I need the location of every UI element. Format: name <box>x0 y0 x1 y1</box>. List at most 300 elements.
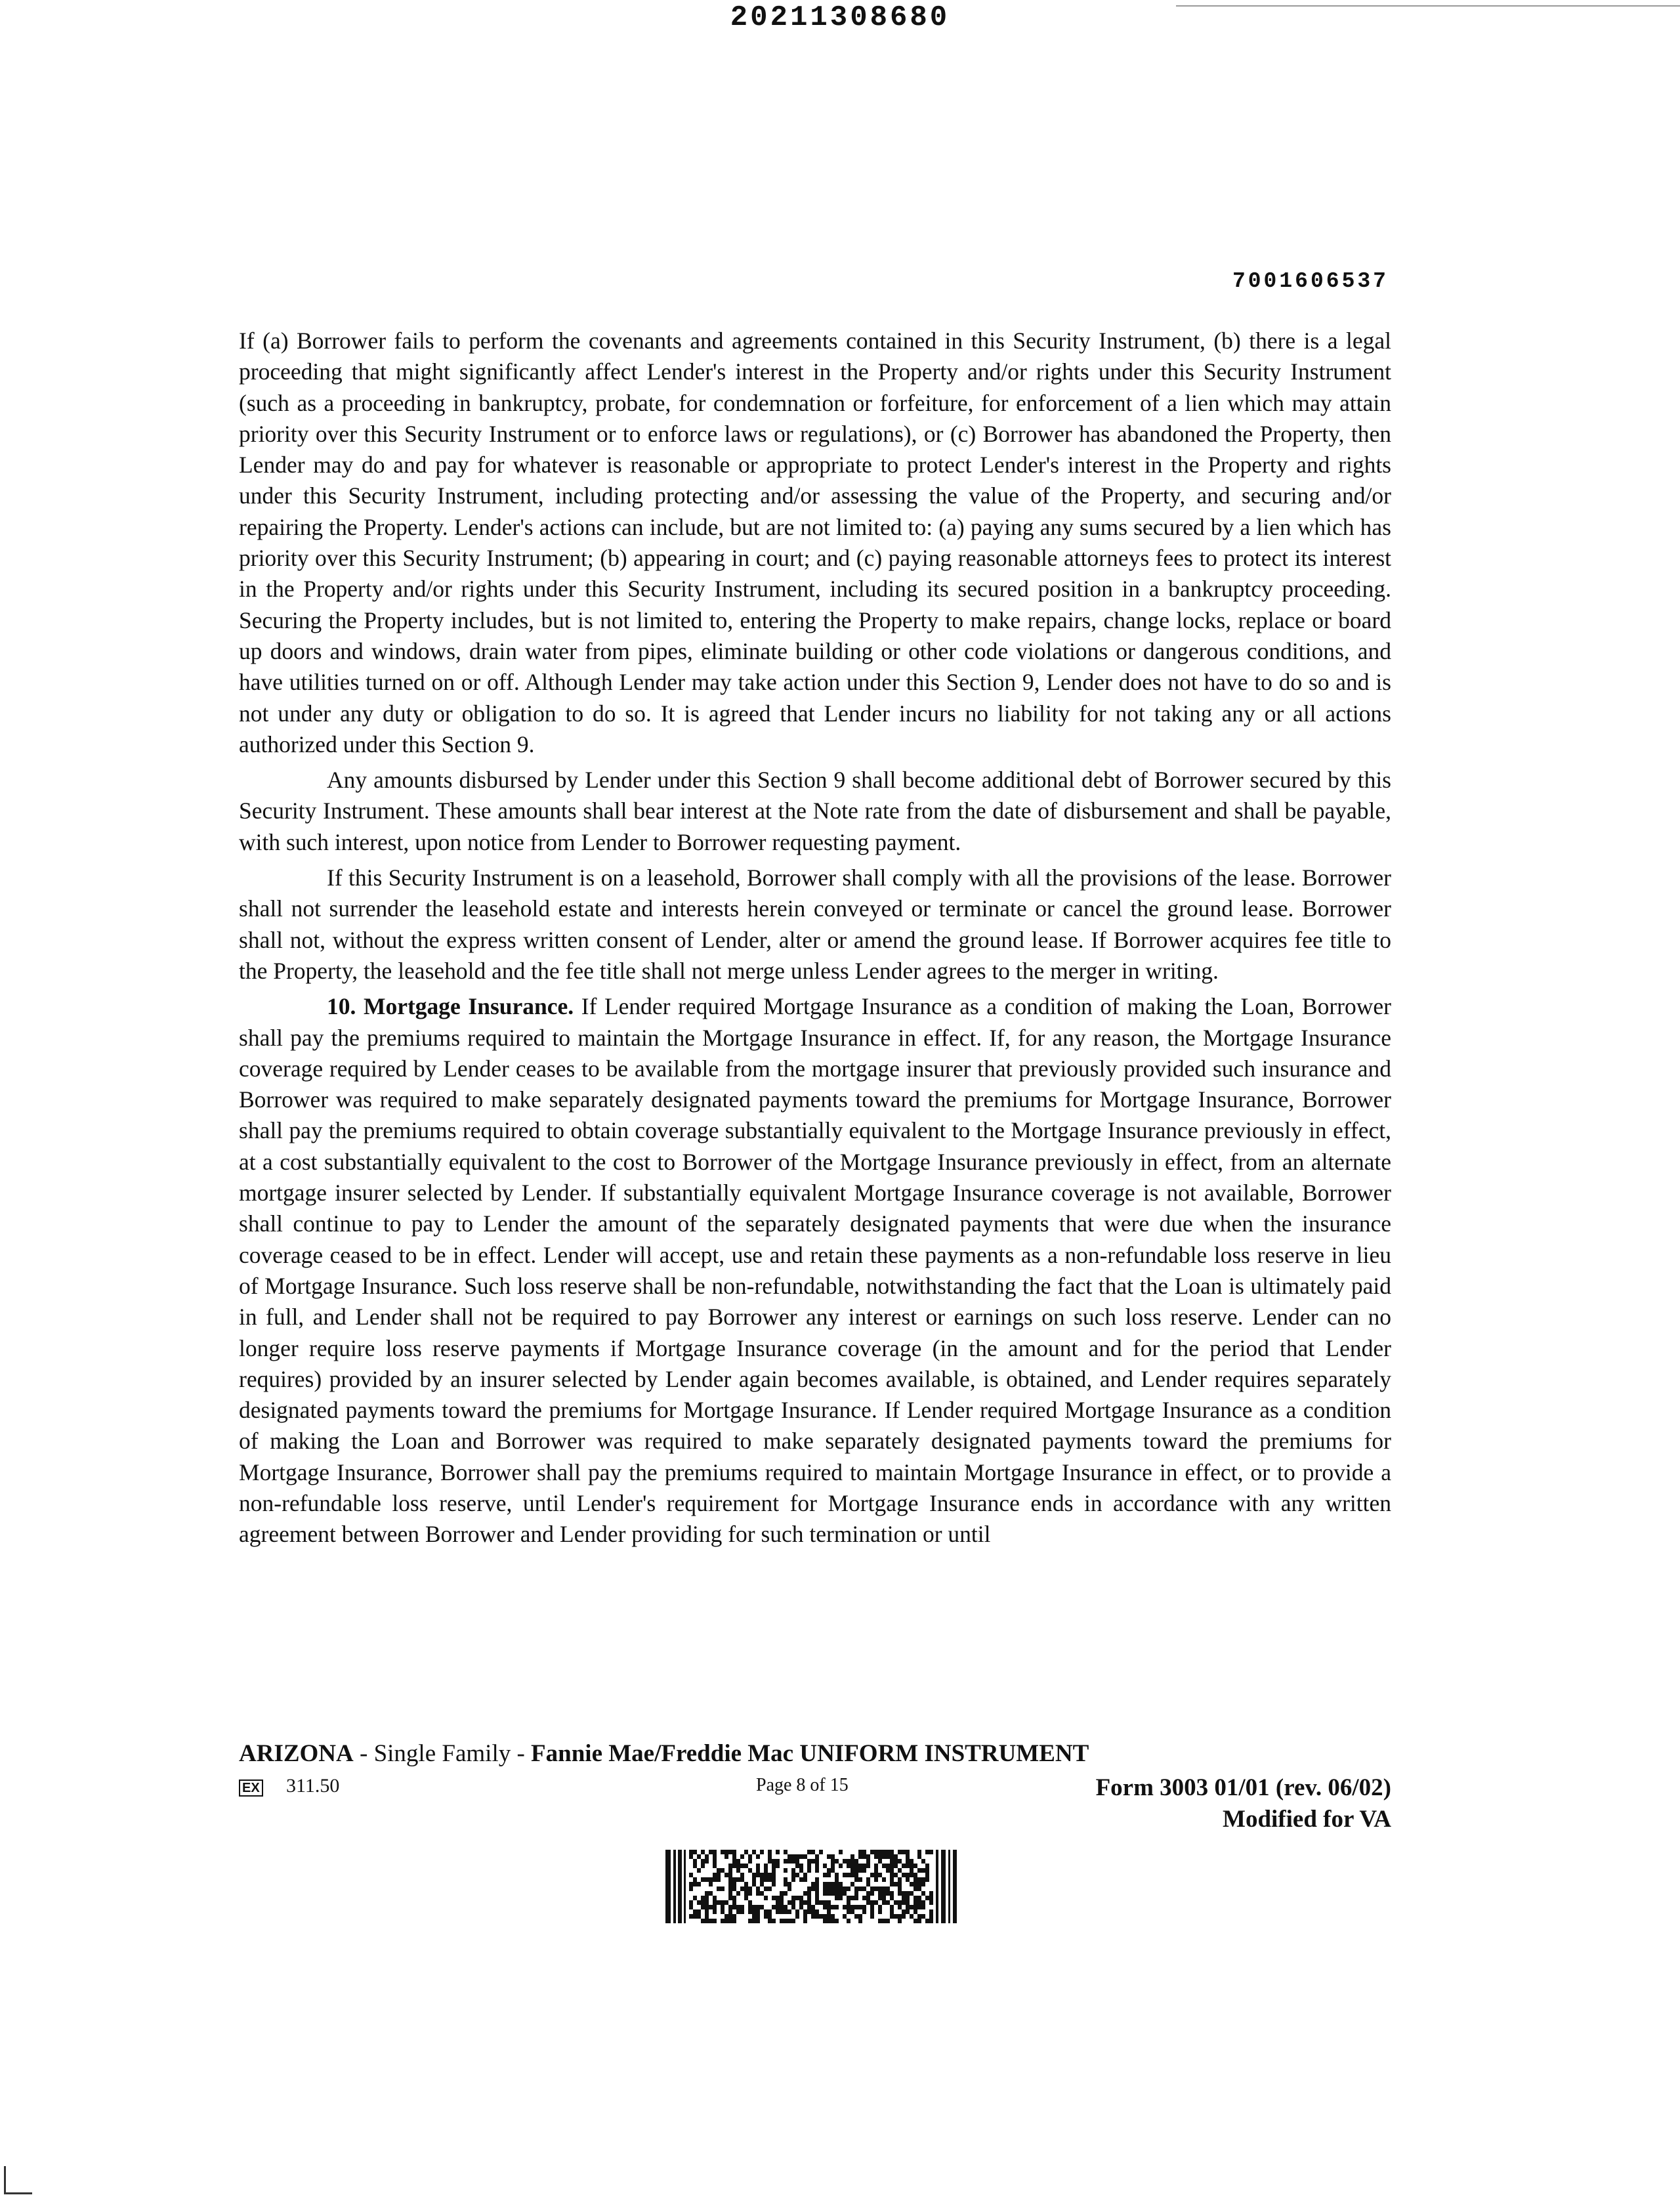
barcode-module <box>776 1909 780 1914</box>
barcode-module <box>874 1850 878 1854</box>
barcode-module <box>870 1873 874 1877</box>
barcode-module <box>815 1864 819 1868</box>
barcode-module <box>894 1900 898 1905</box>
barcode-module <box>756 1914 760 1919</box>
barcode-module <box>827 1914 831 1919</box>
barcode-module <box>780 1909 784 1914</box>
barcode-module <box>701 1919 705 1923</box>
barcode-module <box>697 1909 701 1914</box>
barcode-module <box>898 1886 902 1891</box>
barcode-module <box>772 1919 776 1923</box>
barcode-module <box>799 1864 803 1868</box>
barcode-module <box>886 1919 890 1923</box>
barcode-module <box>799 1900 803 1905</box>
barcode-module <box>815 1882 819 1886</box>
barcode-module <box>693 1914 697 1919</box>
barcode-module <box>795 1854 799 1859</box>
barcode-module <box>839 1891 843 1896</box>
barcode-module <box>736 1877 740 1882</box>
barcode-module <box>744 1886 748 1891</box>
barcode-module <box>870 1850 874 1854</box>
barcode-module <box>910 1868 914 1873</box>
barcode-module <box>713 1900 717 1905</box>
barcode-module <box>748 1909 752 1914</box>
barcode-module <box>705 1909 709 1914</box>
barcode-module <box>717 1900 721 1905</box>
barcode-module <box>870 1891 874 1896</box>
barcode-module <box>858 1886 862 1891</box>
barcode-module <box>799 1868 803 1873</box>
barcode-module <box>894 1914 898 1919</box>
section-10-text: If Lender required Mortgage Insurance as a condition of making the Loan, Borrower shall pay the premiums required to maintain the Mortgage Insurance in effect. If, for any reason, the Mortgage Insurance coverage required by Lender ceases to be available from the mortgage insurer that previously provided such insurance and Borrower was required to make separately designated payments toward the premiums for Mortgage Insurance, Borrower shall pay the premiums required to obtain coverage substantially equivalent to the Mortgage Insurance previously in effect, at a cost substantially equivalent to the cost to Borrower of the Mortgage Insurance previously in effect, from an alternate mortgage insurer selected by Lender. If substantially equivalent Mortgage Insurance coverage is not available, Borrower shall continue to pay to Lender the amount of the separately designated payments that were due when the insurance coverage ceased to be in effect. Lender will accept, use and retain these payments as a non-refundable loss reserve in lieu of Mortgage Insurance. Such loss reserve shall be non-refundable, notwithstanding the fact that the Loan is ultimately paid in full, and Lender shall not be required to pay Borrower any interest or earnings on such loss reserve. Lender can no longer require loss reserve payments if Mortgage Insurance coverage (in the amount and for the period that Lender requires) provided by an insurer selected by Lender again becomes available, is obtained, and Lender requires separately designated payments toward the premiums for Mortgage Insurance. If Lender required Mortgage Insurance as a condition of making the Loan and Borrower was required to make separately designated payments toward the premiums for Mortgage Insurance, Borrower shall pay the premiums required to maintain Mortgage Insurance in effect, or to provide a non-refundable loss reserve, until Lender's requirement for Mortgage Insurance ends in accordance with any written agreement between Borrower and Lender providing for such termination or until <box>239 993 1391 1548</box>
footer-instrument-title <box>239 1739 1394 1768</box>
barcode-module <box>721 1886 724 1891</box>
barcode-module <box>705 1891 709 1896</box>
barcode-module <box>791 1859 795 1864</box>
barcode-module <box>890 1873 894 1877</box>
barcode-module <box>732 1864 736 1868</box>
barcode-module <box>866 1891 870 1896</box>
barcode-module <box>878 1905 882 1909</box>
barcode-module <box>890 1854 894 1859</box>
barcode-module <box>882 1919 886 1923</box>
paragraph-leasehold: If this Security Instrument is on a leasehold, Borrower shall comply with all the provisions of the lease. Borrower shall not surrender the leasehold estate and interests herein conveyed or terminate or cancel the ground lease. Borrower shall not, without the express written consent of Lender, alter or amend the ground lease. If Borrower acquires fee title to the Property, the leasehold and the fee title shall not merge unless Lender agrees to the merger in writing. <box>239 864 1391 984</box>
barcode-module <box>898 1877 902 1882</box>
barcode-module <box>831 1864 835 1868</box>
barcode-module <box>732 1854 736 1859</box>
barcode-module <box>760 1850 764 1854</box>
barcode-module <box>917 1868 921 1873</box>
barcode-module <box>839 1864 843 1868</box>
barcode-module <box>815 1854 819 1859</box>
barcode-module <box>890 1882 894 1886</box>
barcode-module <box>886 1886 890 1891</box>
barcode-module <box>847 1909 850 1914</box>
barcode-module <box>847 1905 850 1909</box>
barcode-module <box>717 1868 721 1873</box>
barcode-module <box>748 1854 752 1859</box>
barcode-module <box>850 1854 854 1859</box>
barcode-module <box>795 1859 799 1864</box>
barcode-module <box>803 1877 807 1882</box>
barcode-module <box>772 1859 776 1864</box>
barcode-module <box>815 1896 819 1900</box>
barcode-module <box>697 1854 701 1859</box>
barcode-module <box>866 1859 870 1864</box>
barcode-module <box>827 1854 831 1859</box>
barcode-module <box>914 1909 917 1914</box>
barcode-module <box>717 1886 721 1891</box>
barcode-module <box>732 1905 736 1909</box>
barcode-module <box>776 1864 780 1868</box>
barcode-module <box>788 1882 791 1886</box>
barcode-module <box>788 1854 791 1859</box>
page-number: Page 8 of 15 <box>756 1775 849 1795</box>
barcode-module <box>709 1850 713 1854</box>
barcode-module <box>850 1896 854 1900</box>
barcode-module <box>693 1864 697 1868</box>
barcode-module <box>697 1914 701 1919</box>
barcode-module <box>874 1864 878 1868</box>
barcode-module <box>791 1868 795 1873</box>
barcode-module <box>815 1891 819 1896</box>
barcode-module <box>803 1891 807 1896</box>
barcode-module <box>756 1864 760 1868</box>
barcode-module <box>914 1882 917 1886</box>
barcode-module <box>858 1919 862 1923</box>
barcode-module <box>811 1882 815 1886</box>
barcode-module <box>768 1854 772 1859</box>
barcode-module <box>914 1900 917 1905</box>
barcode-module <box>713 1859 717 1864</box>
barcode-module <box>713 1877 717 1882</box>
barcode-module <box>689 1900 693 1905</box>
barcode-module <box>811 1909 815 1914</box>
barcode-module <box>890 1877 894 1882</box>
barcode-module <box>831 1891 835 1896</box>
barcode-module <box>870 1905 874 1909</box>
barcode-module <box>780 1905 784 1909</box>
barcode-module <box>898 1919 902 1923</box>
barcode-module <box>819 1914 823 1919</box>
barcode-module <box>917 1919 921 1923</box>
barcode-module <box>839 1896 843 1900</box>
barcode-module <box>689 1882 693 1886</box>
barcode-module <box>906 1891 910 1896</box>
footer-state: ARIZONA <box>239 1740 354 1767</box>
barcode-module <box>906 1905 910 1909</box>
barcode-module <box>858 1877 862 1882</box>
barcode-module <box>721 1900 724 1905</box>
barcode-module <box>744 1850 748 1854</box>
barcode-module <box>854 1905 858 1909</box>
barcode-module <box>898 1868 902 1873</box>
barcode-module <box>902 1896 906 1900</box>
barcode-module <box>910 1864 914 1868</box>
barcode-module <box>780 1900 784 1905</box>
barcode-module <box>835 1919 839 1923</box>
barcode-module <box>827 1900 831 1905</box>
barcode-module <box>788 1900 791 1905</box>
barcode-module <box>815 1886 819 1891</box>
barcode-module <box>728 1873 732 1877</box>
barcode-module <box>886 1891 890 1896</box>
barcode-module <box>728 1891 732 1896</box>
barcode-module <box>906 1864 910 1868</box>
barcode-module <box>764 1868 768 1873</box>
barcode-module <box>894 1859 898 1864</box>
barcode-module <box>705 1896 709 1900</box>
barcode-module <box>847 1919 850 1923</box>
barcode-module <box>854 1864 858 1868</box>
barcode-module <box>791 1919 795 1923</box>
barcode-module <box>724 1854 728 1859</box>
footer-family: - Single Family - <box>353 1740 532 1767</box>
barcode-module <box>827 1909 831 1914</box>
barcode-module <box>866 1900 870 1905</box>
barcode-module <box>835 1896 839 1900</box>
loan-number: 7001606537 <box>1232 269 1389 293</box>
barcode-module <box>799 1905 803 1909</box>
barcode-module <box>921 1905 925 1909</box>
barcode-module <box>839 1886 843 1891</box>
barcode-module <box>701 1859 705 1864</box>
barcode-module <box>929 1896 933 1900</box>
barcode-module <box>815 1877 819 1882</box>
barcode-module <box>819 1850 823 1854</box>
barcode-module <box>689 1886 693 1891</box>
barcode-module <box>890 1868 894 1873</box>
barcode-module <box>921 1914 925 1919</box>
barcode-module <box>748 1891 752 1896</box>
barcode-module <box>831 1854 835 1859</box>
barcode-module <box>886 1864 890 1868</box>
barcode-module <box>721 1905 724 1909</box>
barcode-module <box>709 1919 713 1923</box>
barcode-module <box>843 1873 847 1877</box>
barcode-module <box>850 1882 854 1886</box>
document-body <box>239 326 1391 1555</box>
barcode-module <box>831 1886 835 1891</box>
barcode-module <box>803 1873 807 1877</box>
barcode-module <box>724 1900 728 1905</box>
barcode-module <box>929 1919 933 1923</box>
barcode-module <box>795 1914 799 1919</box>
barcode-module <box>866 1854 870 1859</box>
barcode-module <box>914 1896 917 1900</box>
barcode-module <box>728 1909 732 1914</box>
barcode-module <box>906 1900 910 1905</box>
barcode-module <box>823 1905 827 1909</box>
barcode-module <box>831 1868 835 1873</box>
barcode-module <box>748 1886 752 1891</box>
barcode-module <box>713 1854 717 1859</box>
barcode-module <box>736 1909 740 1914</box>
barcode-module <box>807 1896 811 1900</box>
barcode-module <box>784 1882 788 1886</box>
barcode-module <box>917 1882 921 1886</box>
barcode-module <box>744 1882 748 1886</box>
barcode-module <box>697 1868 701 1873</box>
barcode-module <box>929 1891 933 1896</box>
barcode-module <box>807 1859 811 1864</box>
barcode-module <box>788 1909 791 1914</box>
barcode-module <box>858 1850 862 1854</box>
barcode-module <box>807 1905 811 1909</box>
barcode-module <box>847 1864 850 1868</box>
barcode-module <box>768 1909 772 1914</box>
barcode-module <box>752 1882 756 1886</box>
barcode-module <box>898 1914 902 1919</box>
barcode-module <box>874 1873 878 1877</box>
barcode-module <box>705 1859 709 1864</box>
barcode-module <box>764 1896 768 1900</box>
barcode-module <box>740 1873 744 1877</box>
barcode-module <box>795 1909 799 1914</box>
barcode-module <box>748 1919 752 1923</box>
barcode-module <box>894 1854 898 1859</box>
barcode-module <box>736 1859 740 1864</box>
barcode-module <box>791 1877 795 1882</box>
barcode-module <box>862 1864 866 1868</box>
barcode-module <box>882 1900 886 1905</box>
barcode-module <box>701 1877 705 1882</box>
barcode-module <box>835 1882 839 1886</box>
barcode-module <box>768 1914 772 1919</box>
barcode-module <box>772 1882 776 1886</box>
barcode-module <box>929 1900 933 1905</box>
barcode-module <box>709 1882 713 1886</box>
barcode-module <box>866 1882 870 1886</box>
barcode-module <box>713 1864 717 1868</box>
footer-form-code: 311.50 <box>286 1775 340 1797</box>
barcode-module <box>823 1886 827 1891</box>
barcode-module <box>854 1891 858 1896</box>
barcode-module <box>850 1864 854 1868</box>
barcode-module <box>902 1900 906 1905</box>
barcode-module <box>736 1905 740 1909</box>
barcode-module <box>693 1850 697 1854</box>
barcode-module <box>819 1900 823 1905</box>
scan-corner-mark <box>4 2166 32 2194</box>
barcode-module <box>902 1909 906 1914</box>
barcode-module <box>925 1919 929 1923</box>
barcode-module <box>728 1886 732 1891</box>
barcode-module <box>850 1909 854 1914</box>
barcode-module <box>780 1919 784 1923</box>
barcode-module <box>776 1900 780 1905</box>
barcode-module <box>728 1850 732 1854</box>
barcode-module <box>705 1877 709 1882</box>
barcode-module <box>689 1914 693 1919</box>
barcode-module <box>870 1914 874 1919</box>
barcode-module <box>732 1882 736 1886</box>
barcode-module <box>744 1891 748 1896</box>
barcode-module <box>705 1905 709 1909</box>
barcode-module <box>925 1864 929 1868</box>
barcode-module <box>768 1850 772 1854</box>
recording-number: 20211308680 <box>730 1 950 34</box>
footer-form-row <box>239 1774 1391 1806</box>
barcode-module <box>890 1859 894 1864</box>
barcode-module <box>772 1896 776 1900</box>
barcode-module <box>748 1859 752 1864</box>
barcode-module <box>807 1909 811 1914</box>
barcode-module <box>815 1859 819 1864</box>
barcode-module <box>764 1886 768 1891</box>
barcode-module <box>827 1919 831 1923</box>
barcode-module <box>803 1909 807 1914</box>
barcode-module <box>862 1886 866 1891</box>
barcode-module <box>768 1886 772 1891</box>
barcode-module <box>772 1864 776 1868</box>
barcode-module <box>839 1882 843 1886</box>
barcode-module <box>831 1905 835 1909</box>
barcode-module <box>732 1914 736 1919</box>
barcode-module <box>854 1868 858 1873</box>
barcode-module <box>827 1873 831 1877</box>
barcode-module <box>784 1919 788 1923</box>
barcode-module <box>843 1914 847 1919</box>
barcode-module <box>803 1919 807 1923</box>
barcode-module <box>914 1877 917 1882</box>
barcode-module <box>803 1900 807 1905</box>
modified-for-va: Modified for VA <box>1223 1806 1391 1833</box>
barcode-module <box>732 1900 736 1905</box>
barcode-module <box>744 1896 748 1900</box>
barcode-module <box>858 1868 862 1873</box>
barcode-module <box>705 1914 709 1919</box>
barcode-module <box>752 1905 756 1909</box>
barcode-module <box>724 1914 728 1919</box>
barcode-module <box>756 1886 760 1891</box>
barcode-module <box>693 1859 697 1864</box>
barcode-module <box>713 1896 717 1900</box>
barcode-module <box>784 1850 788 1854</box>
barcode-module <box>917 1877 921 1882</box>
barcode-module <box>882 1877 886 1882</box>
barcode-image <box>665 1850 958 1923</box>
barcode-module <box>929 1914 933 1919</box>
barcode-module <box>854 1896 858 1900</box>
barcode-module <box>697 1882 701 1886</box>
barcode-module <box>689 1905 693 1909</box>
barcode-module <box>788 1886 791 1891</box>
barcode-module <box>858 1864 862 1868</box>
barcode-module <box>878 1891 882 1896</box>
barcode-module <box>854 1873 858 1877</box>
barcode-module <box>823 1900 827 1905</box>
barcode-module <box>728 1905 732 1909</box>
barcode-module <box>823 1873 827 1877</box>
barcode-module <box>925 1896 929 1900</box>
barcode-module <box>882 1891 886 1896</box>
barcode-module <box>740 1864 744 1868</box>
barcode-module <box>772 1877 776 1882</box>
barcode-module <box>740 1905 744 1909</box>
barcode-module <box>843 1905 847 1909</box>
barcode-module <box>756 1854 760 1859</box>
barcode-module <box>854 1877 858 1882</box>
barcode-module <box>898 1850 902 1854</box>
barcode-module <box>910 1873 914 1877</box>
barcode-module <box>791 1854 795 1859</box>
barcode-module <box>740 1886 744 1891</box>
barcode-module <box>831 1919 835 1923</box>
barcode-module <box>850 1873 854 1877</box>
paragraph-mortgage-insurance <box>239 991 1391 1550</box>
barcode-module <box>878 1919 882 1923</box>
barcode-module <box>902 1873 906 1877</box>
barcode-module <box>858 1914 862 1919</box>
barcode-module <box>728 1868 732 1873</box>
barcode-module <box>811 1905 815 1909</box>
barcode-module <box>882 1886 886 1891</box>
barcode-module <box>717 1877 721 1882</box>
barcode-module <box>847 1886 850 1891</box>
barcode-module <box>886 1900 890 1905</box>
barcode-module <box>772 1905 776 1909</box>
barcode-module <box>776 1859 780 1864</box>
barcode-module <box>917 1854 921 1859</box>
footer-instrument: Fannie Mae/Freddie Mac UNIFORM INSTRUMENT <box>531 1740 1089 1767</box>
barcode-module <box>693 1909 697 1914</box>
barcode-module <box>740 1854 744 1859</box>
barcode-module <box>878 1886 882 1891</box>
barcode-module <box>917 1905 921 1909</box>
barcode-module <box>713 1909 717 1914</box>
barcode-module <box>760 1891 764 1896</box>
